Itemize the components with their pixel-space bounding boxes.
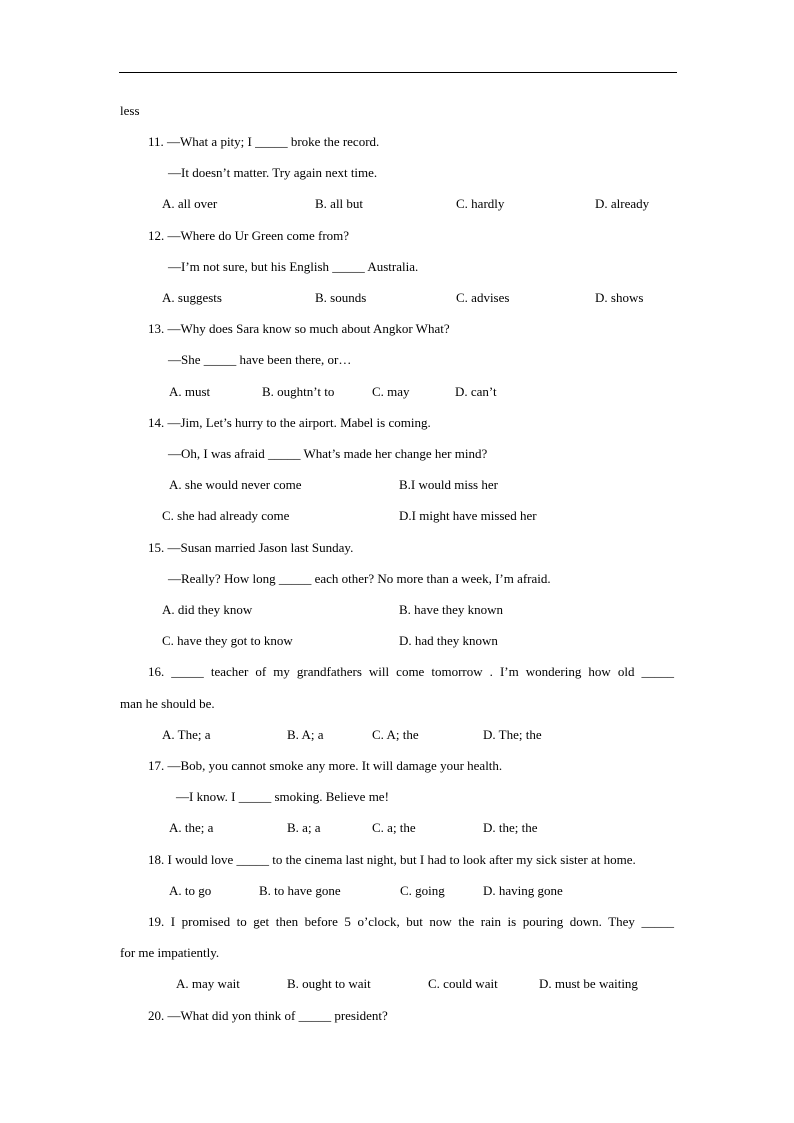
question-19-option-d: D. must be waiting — [539, 976, 638, 991]
question-15-option-a: A. did they know — [162, 602, 253, 617]
question-19: 19. I promised to get then before 5 o’clock, but now the rain is pouring down. They _____ — [148, 914, 674, 929]
question-11: 11. —What a pity; I _____ broke the record. — [148, 134, 380, 149]
question-13-option-d: D. can’t — [455, 384, 497, 399]
question-18-option-a: A. to go — [169, 883, 212, 898]
question-20: 20. —What did yon think of _____ president? — [148, 1008, 388, 1023]
question-14-response: —Oh, I was afraid _____ What’s made her change her mind? — [168, 446, 488, 461]
question-14-option-b: B.I would miss her — [399, 477, 498, 492]
question-16: 16. _____ teacher of my grandfathers will come tomorrow . I’m wondering how old _____ — [148, 664, 674, 679]
question-12-response: —I’m not sure, but his English _____ Australia. — [168, 259, 419, 274]
question-15-option-b: B. have they known — [399, 602, 503, 617]
question-14-option-a: A. she would never come — [169, 477, 302, 492]
question-19-continued: for me impatiently. — [120, 945, 220, 960]
header-rule — [119, 72, 677, 73]
question-11-option-d: D. already — [595, 196, 650, 211]
question-14-option-d: D.I might have missed her — [399, 508, 537, 523]
question-14: 14. —Jim, Let’s hurry to the airport. Mabel is coming. — [148, 415, 431, 430]
question-16-option-d: D. The; the — [483, 727, 542, 742]
question-18-option-b: B. to have gone — [259, 883, 341, 898]
question-18: 18. I would love _____ to the cinema last night, but I had to look after my sick sister at home. — [148, 852, 636, 867]
continued-text: less — [120, 103, 140, 118]
question-16-option-c: C. A; the — [372, 727, 419, 742]
question-13-option-a: A. must — [169, 384, 211, 399]
question-12: 12. —Where do Ur Green come from? — [148, 228, 350, 243]
question-11-option-b: B. all but — [315, 196, 364, 211]
question-11-option-a: A. all over — [162, 196, 218, 211]
question-16-option-b: B. A; a — [287, 727, 324, 742]
question-12-option-c: C. advises — [456, 290, 510, 305]
question-19-option-c: C. could wait — [428, 976, 498, 991]
question-16-option-a: A. The; a — [162, 727, 211, 742]
question-15-response: —Really? How long _____ each other? No more than a week, I’m afraid. — [168, 571, 551, 586]
question-12-option-b: B. sounds — [315, 290, 367, 305]
question-13-response: —She _____ have been there, or… — [168, 352, 352, 367]
question-18-option-d: D. having gone — [483, 883, 563, 898]
question-11-response: —It doesn’t matter. Try again next time. — [168, 165, 378, 180]
question-17-option-d: D. the; the — [483, 820, 538, 835]
question-13: 13. —Why does Sara know so much about Angkor What? — [148, 321, 450, 336]
question-17-option-b: B. a; a — [287, 820, 321, 835]
question-19-option-a: A. may wait — [176, 976, 240, 991]
question-12-option-d: D. shows — [595, 290, 644, 305]
question-17-option-c: C. a; the — [372, 820, 416, 835]
question-13-option-b: B. oughtn’t to — [262, 384, 335, 399]
question-17-option-a: A. the; a — [169, 820, 214, 835]
question-17: 17. —Bob, you cannot smoke any more. It will damage your health. — [148, 758, 503, 773]
question-19-option-b: B. ought to wait — [287, 976, 371, 991]
question-13-option-c: C. may — [372, 384, 410, 399]
question-16-continued: man he should be. — [120, 696, 215, 711]
question-14-option-c: C. she had already come — [162, 508, 290, 523]
question-18-option-c: C. going — [400, 883, 445, 898]
question-17-response: —I know. I _____ smoking. Believe me! — [176, 789, 389, 804]
question-11-option-c: C. hardly — [456, 196, 505, 211]
question-15-option-d: D. had they known — [399, 633, 498, 648]
question-15-option-c: C. have they got to know — [162, 633, 293, 648]
question-15: 15. —Susan married Jason last Sunday. — [148, 540, 354, 555]
question-12-option-a: A. suggests — [162, 290, 222, 305]
